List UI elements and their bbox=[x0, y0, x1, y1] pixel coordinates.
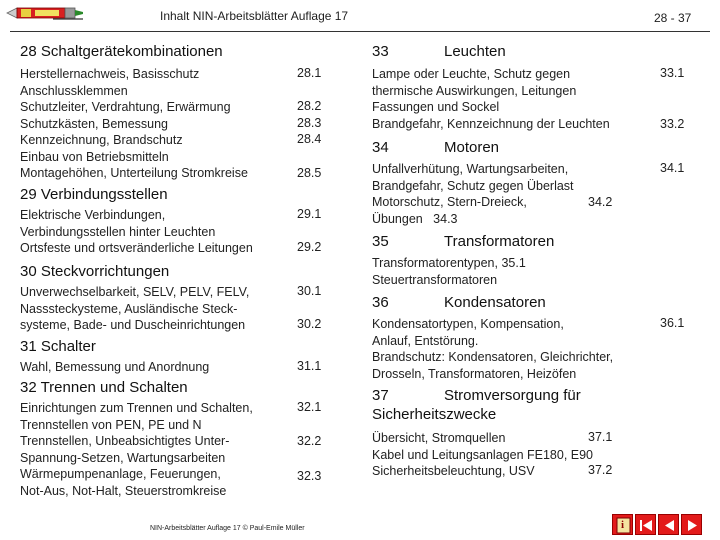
toc-entry[interactable]: Übersicht, Stromquellen Kabel und Leitungsanlagen FE180, E90 Sicherheitsbeleuchtung, USV bbox=[372, 431, 594, 478]
section-28-title: 28 Schaltgerätekombinationen bbox=[20, 43, 223, 60]
first-page-icon bbox=[636, 515, 657, 536]
toc-entry[interactable]: Unverwechselbarkeit, SELV, PELV, FELV, Nasssteckysteme, Ausländische Steck- systeme, Bade- und Duscheinrichtungen bbox=[20, 285, 250, 332]
previous-page-icon bbox=[659, 515, 680, 536]
next-page-icon bbox=[682, 515, 703, 536]
section-37-number: 37 bbox=[372, 387, 389, 404]
page-ref[interactable]: 31.1 bbox=[297, 359, 322, 373]
page-ref[interactable]: 34.3 bbox=[433, 212, 458, 226]
toc-entry[interactable]: Elektrische Verbindungen, Verbindungsstellen hinter Leuchten Ortsfeste und ortsveränderliche Leitungen bbox=[20, 208, 253, 255]
next-page-button[interactable] bbox=[681, 514, 702, 535]
section-32-title: 32 Trennen und Schalten bbox=[20, 379, 188, 396]
section-34-number: 34 bbox=[372, 139, 389, 156]
previous-page-button[interactable] bbox=[658, 514, 679, 535]
page-ref[interactable]: 34.2 bbox=[588, 195, 613, 209]
page-range: 28 - 37 bbox=[654, 11, 692, 25]
section-35-number: 35 bbox=[372, 233, 389, 250]
page-ref[interactable]: 28.4 bbox=[297, 132, 322, 146]
page-ref[interactable]: 28.5 bbox=[297, 166, 322, 180]
page-ref[interactable]: 34.1 bbox=[660, 161, 685, 175]
page-ref[interactable]: 32.2 bbox=[297, 434, 322, 448]
page-ref[interactable]: 30.1 bbox=[297, 284, 322, 298]
pen-logo-icon bbox=[5, 3, 85, 23]
page-ref[interactable]: 33.1 bbox=[660, 66, 685, 80]
page-ref[interactable]: 37.1 bbox=[588, 430, 613, 444]
toc-entry[interactable]: Übungen 34.3 bbox=[372, 212, 458, 226]
page-ref[interactable]: 28.2 bbox=[297, 99, 322, 113]
page-ref[interactable]: 29.2 bbox=[297, 240, 322, 254]
page-ref[interactable]: 32.1 bbox=[297, 400, 322, 414]
toc-entry[interactable]: Kondensatortypen, Kompensation, Anlauf, Entstörung. Brandschutz: Kondensatoren, Gleichrichter, Drosseln, Transformatoren, Heizöfen bbox=[372, 317, 614, 381]
page-ref[interactable]: 28.1 bbox=[297, 66, 322, 80]
info-button[interactable]: i bbox=[612, 514, 633, 535]
section-37-title: Stromversorgung für bbox=[444, 387, 581, 404]
toc-entry[interactable]: Einrichtungen zum Trennen und Schalten, Trennstellen von PEN, PE und N Trennstellen, Unbeabsichtigtes Unter- Spannung-Setzen, Wartungsarbeiten Wärmepumpenanlage, Feuerungen, Not-Aus, Not-Halt, Steuerstromkreise bbox=[20, 401, 253, 498]
section-29-title: 29 Verbindungsstellen bbox=[20, 186, 168, 203]
section-33-number: 33 bbox=[372, 43, 389, 60]
header-title: Inhalt NIN-Arbeitsblätter Auflage 17 bbox=[160, 9, 349, 23]
toc-entry[interactable]: Lampe oder Leuchte, Schutz gegen thermische Auswirkungen, Leitungen Fassungen und Sockel Brandgefahr, Kennzeichnung der Leuchten bbox=[372, 67, 610, 131]
page-ref[interactable]: 33.2 bbox=[660, 117, 685, 131]
page-ref[interactable]: 28.3 bbox=[297, 116, 322, 130]
page-ref[interactable]: 37.2 bbox=[588, 463, 613, 477]
toc-entry[interactable]: Herstellernachweis, Basisschutz Anschlussklemmen Schutzleiter, Verdrahtung, Erwärmung Schutzkästen, Bemessung Kennzeichnung, Brandschutz Einbau von Betriebsmitteln Montagehöhen, Unterteilung Stromkreise bbox=[20, 67, 248, 180]
section-30-title: 30 Steckvorrichtungen bbox=[20, 263, 170, 280]
header-divider bbox=[10, 31, 710, 32]
first-page-button[interactable] bbox=[635, 514, 656, 535]
section-36-number: 36 bbox=[372, 294, 389, 311]
section-33-title: Leuchten bbox=[444, 43, 506, 60]
section-37-title-line2: Sicherheitszwecke bbox=[372, 406, 497, 423]
toc-entry[interactable]: Unfallverhütung, Wartungsarbeiten, Brandgefahr, Schutz gegen Überlast Motorschutz, Stern-Dreieck, bbox=[372, 162, 574, 209]
footer-text: NIN-Arbeitsblätter Auflage 17 © Paul-Emile Müller bbox=[150, 525, 305, 532]
page-ref[interactable]: 32.3 bbox=[297, 469, 322, 483]
section-31-title: 31 Schalter bbox=[20, 338, 96, 355]
section-35-title: Transformatoren bbox=[444, 233, 555, 250]
page-ref[interactable]: 30.2 bbox=[297, 317, 322, 331]
section-36-title: Kondensatoren bbox=[444, 294, 546, 311]
toc-entry[interactable]: Transformatorentypen, 35.1 Steuertransformatoren bbox=[372, 256, 526, 287]
page-ref[interactable]: 29.1 bbox=[297, 207, 322, 221]
toc-entry[interactable]: Wahl, Bemessung und Anordnung bbox=[20, 360, 210, 374]
section-34-title: Motoren bbox=[444, 139, 500, 156]
page-ref[interactable]: 36.1 bbox=[660, 316, 685, 330]
